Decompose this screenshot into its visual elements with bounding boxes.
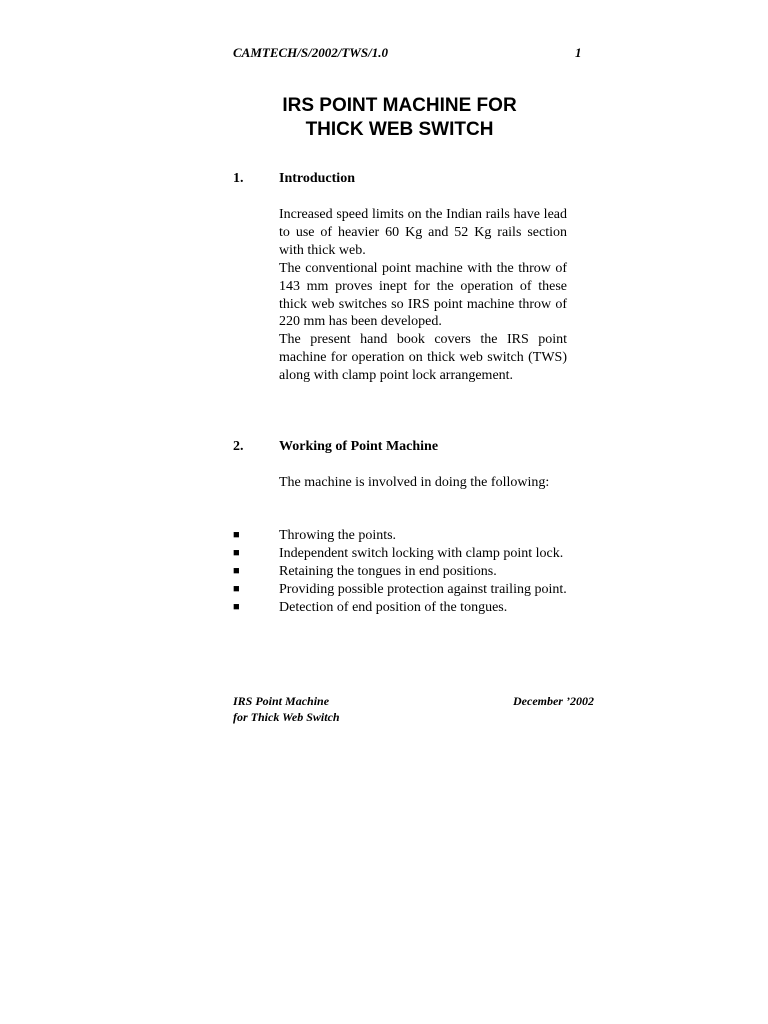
section-2-body: [279, 474, 567, 492]
footer-line-2: for Thick Web Switch: [233, 710, 340, 724]
section-1-heading: Introduction: [279, 171, 355, 186]
title-line-1: IRS POINT MACHINE FOR: [282, 95, 517, 116]
section-2-heading: Working of Point Machine: [279, 439, 439, 454]
section-2-number: 2.: [233, 439, 244, 454]
list-item: [233, 581, 567, 599]
section-2-paragraph: The machine is involved in doing the following:: [279, 475, 550, 490]
square-bullet-icon: ■: [233, 529, 240, 541]
list-item-text: Throwing the points.: [279, 528, 397, 543]
list-item: [233, 563, 567, 581]
section-1-number: 1.: [233, 171, 244, 186]
square-bullet-icon: ■: [233, 564, 240, 577]
square-bullet-icon: ■: [233, 600, 240, 613]
document-title: [233, 94, 566, 142]
square-bullet-icon: ■: [233, 546, 240, 559]
header-reference: CAMTECH/S/2002/TWS/1.0: [233, 45, 388, 60]
list-item: [233, 527, 567, 545]
section-1-body: [279, 206, 567, 385]
list-item-text: Retaining the tongues in end positions.: [279, 563, 497, 579]
footer-date: December ’2002: [513, 694, 594, 708]
section-1-paragraph: The present hand book covers the IRS point machine for operation on thick web switch (TWS) along with clamp point lock arrangement.: [279, 332, 567, 384]
footer-line-1: IRS Point Machine: [233, 694, 330, 708]
header-page-number: 1: [575, 45, 582, 60]
bullet-list: [233, 527, 567, 617]
footer-document-name: [233, 693, 340, 725]
section-1-paragraph: The conventional point machine with the throw of 143 mm proves inept for the operation of these thick web switches so IRS point machine throw of 220 mm has been developed.: [279, 260, 567, 330]
list-item: [233, 599, 567, 617]
section-1-paragraph: Increased speed limits on the Indian rails have lead to use of heavier 60 Kg and 52 Kg rails section with thick web.: [279, 207, 567, 258]
list-item-text: Detection of end position of the tongues.: [279, 599, 508, 615]
list-item: [233, 545, 567, 563]
title-line-2: THICK WEB SWITCH: [305, 119, 494, 140]
square-bullet-icon: ■: [233, 582, 240, 595]
list-item-text: Providing possible protection against trailing point.: [279, 581, 567, 597]
list-item-text: Independent switch locking with clamp point lock.: [279, 545, 564, 561]
